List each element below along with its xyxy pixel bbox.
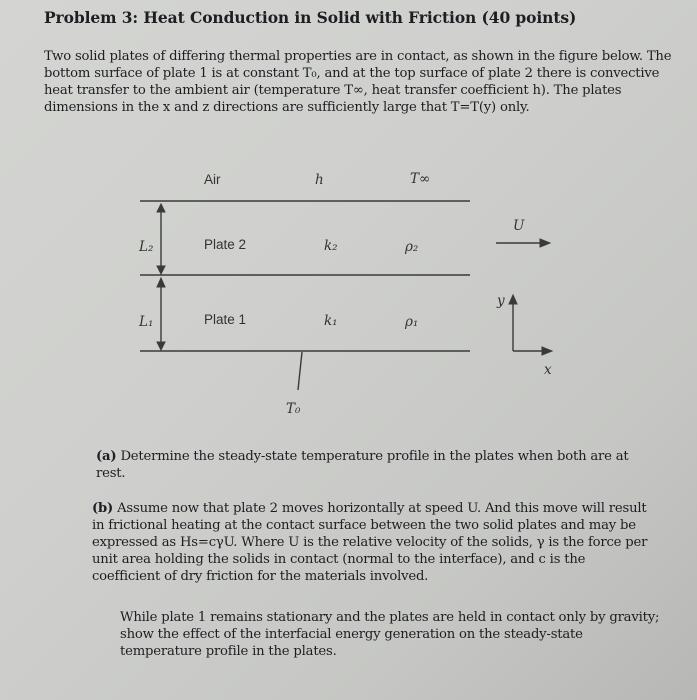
plate1-label: Plate 1 [204, 312, 247, 327]
rho2-label: ρ₂ [405, 239, 419, 255]
x-axis-label: x [544, 362, 552, 378]
t0-lead-line [298, 352, 302, 390]
l1-arrow-up [157, 278, 165, 287]
part-b-note: While plate 1 remains stationary and the plates are held in contact only by gravity; show the effect of the interfacial energy generation on the steady-state temperature profile in the plates. [120, 610, 660, 659]
t0-label: T₀ [286, 401, 301, 417]
plate2-label: Plate 2 [204, 237, 247, 252]
y-axis-label: y [497, 293, 505, 309]
x-arrow-head [542, 347, 552, 355]
u-arrow-head [540, 239, 550, 247]
part-b-text: Assume now that plate 2 moves horizontally at speed U. And this move will result in frictional heating at the contact surface between the two solid plates and may be expressed as Hs=cγU. Where U is the relative velocity of the solids, γ is the force per unit area holding the solids in contact (normal to the interface), and c is the coefficient of dry friction for the materials involved. [92, 501, 648, 584]
rho1-label: ρ₁ [405, 314, 419, 330]
part-b-label: (b) [92, 501, 114, 516]
h-label: h [315, 172, 324, 188]
part-b [92, 500, 652, 585]
k1-label: k₁ [324, 313, 338, 329]
plate-diagram [120, 160, 580, 440]
part-a-label: (a) [96, 449, 117, 464]
problem-intro: Two solid plates of differing thermal properties are in contact, as shown in the figure below. The bottom surface of plate 1 is at constant T₀, and at the top surface of plate 2 there is convective heat transfer to the ambient air (temperature T∞, heat transfer coefficient h). The plates dimensions in the x and z directions are sufficiently large that T=T(y) only. [44, 49, 672, 115]
plate-diagram-lines [120, 160, 580, 440]
k2-label: k₂ [324, 238, 338, 254]
air-label: Air [204, 172, 221, 187]
problem-title: Problem 3: Heat Conduction in Solid with Friction (40 points) [44, 8, 577, 27]
l2-arrow-up [157, 204, 165, 212]
l1-arrow-down [157, 342, 165, 350]
y-arrow-head [509, 295, 517, 304]
u-label: U [513, 218, 525, 234]
part-a-text: Determine the steady-state temperature profile in the plates when both are at rest. [96, 449, 629, 481]
l2-arrow-down [157, 266, 165, 274]
part-a [96, 448, 651, 482]
l2-label: L₂ [139, 239, 154, 255]
t-infinity-label: T∞ [410, 171, 431, 187]
l1-label: L₁ [139, 314, 154, 330]
